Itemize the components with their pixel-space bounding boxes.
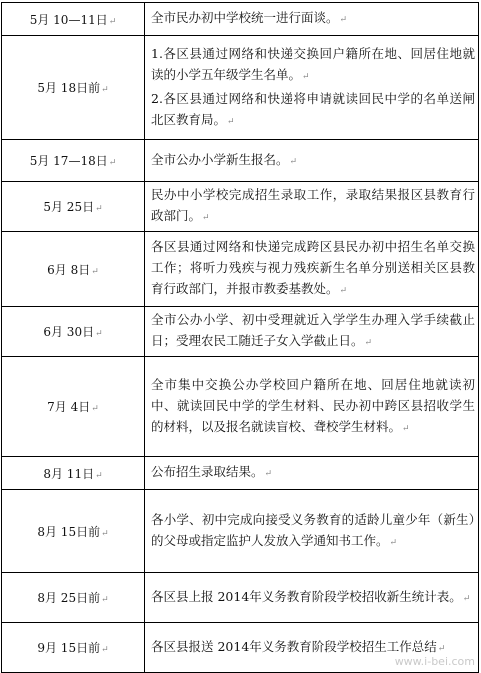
date-cell: 5月 18日前↵ <box>2 36 145 140</box>
date-cell: 5月 10—11日↵ <box>2 3 145 36</box>
paragraph-mark-icon: ↵ <box>202 213 210 223</box>
table-row <box>2 36 479 140</box>
table-row <box>2 490 479 573</box>
description-cell: 各区县通过网络和快递完成跨区县民办初中招生名单交换工作；将听力残疾与视力残疾新生名单分别送相关区县教育行政部门，并报市教委基教处。↵ <box>145 232 479 307</box>
paragraph-mark-icon: ↵ <box>101 528 109 539</box>
table-row <box>2 182 479 232</box>
paragraph-mark-icon: ↵ <box>437 643 446 654</box>
admission-schedule-table <box>1 2 479 673</box>
date-cell: 8月 25日前↵ <box>2 573 145 623</box>
date-cell: 7月 4日↵ <box>2 357 145 457</box>
paragraph-mark-icon: ↵ <box>339 286 348 296</box>
paragraph-mark-icon: ↵ <box>108 158 117 168</box>
table-row <box>2 307 479 357</box>
description-cell: 全市公办小学新生报名。↵ <box>145 140 479 182</box>
table-row <box>2 357 479 457</box>
date-cell: 6月 8日↵ <box>2 232 145 307</box>
date-cell: 9月 15日前↵ <box>2 623 145 673</box>
description-cell: 各区县报送 2014年义务教育阶段学校招生工作总结↵ <box>145 623 479 673</box>
description-cell: 各区县上报 2014年义务教育阶段学校招收新生统计表。↵ <box>145 573 479 623</box>
table-row <box>2 140 479 182</box>
date-cell: 5月 25日↵ <box>2 182 145 232</box>
paragraph-mark-icon: ↵ <box>101 645 109 655</box>
paragraph-mark-icon: ↵ <box>302 71 310 82</box>
paragraph-mark-icon: ↵ <box>402 423 410 434</box>
table-row <box>2 573 479 623</box>
description-cell: 全市公办小学、初中受理就近入学学生办理入学手续截止日；受理农民工随迁子女入学截止日。↵ <box>145 307 479 357</box>
paragraph-mark-icon: ↵ <box>264 469 273 479</box>
description-cell: 全市集中交换公办学校回户籍所在地、回居住地就读初中、就读回民中学的学生材料、民办初中跨区县招收学生的材料，以及报名就读盲校、聋校学生材料。↵ <box>145 357 479 457</box>
paragraph-mark-icon: ↵ <box>289 156 298 167</box>
date-cell: 8月 11日↵ <box>2 457 145 490</box>
paragraph-mark-icon: ↵ <box>95 204 103 214</box>
paragraph-mark-icon: ↵ <box>389 537 398 548</box>
table-row <box>2 3 479 36</box>
date-cell: 5月 17—18日↵ <box>2 140 145 182</box>
paragraph-mark-icon: ↵ <box>108 16 117 27</box>
description-cell: 公布招生录取结果。↵ <box>145 457 479 490</box>
description-cell: 各小学、初中完成向接受义务教育的适龄儿童少年（新生）的父母或指定监护人发放入学通知书工作。↵ <box>145 490 479 573</box>
paragraph-mark-icon: ↵ <box>462 593 471 604</box>
table-row <box>2 457 479 490</box>
date-cell: 8月 15日前↵ <box>2 490 145 573</box>
paragraph-mark-icon: ↵ <box>101 595 109 605</box>
description-cell: 全市民办初中学校统一进行面谈。↵ <box>145 3 479 36</box>
table-row <box>2 232 479 307</box>
watermark: www.i-bei.com <box>394 655 475 668</box>
paragraph-mark-icon: ↵ <box>91 404 99 414</box>
paragraph-mark-icon: ↵ <box>227 116 235 127</box>
paragraph-mark-icon: ↵ <box>95 470 103 481</box>
paragraph-mark-icon: ↵ <box>101 85 109 95</box>
paragraph-mark-icon: ↵ <box>95 329 103 339</box>
description-cell: 1.各区县通过网络和快递交换回户籍所在地、回居住地就读的小学五年级学生名单。↵ 2.各区县通过网络和快递将申请就读回民中学的名单送闸北区教育局。↵ <box>145 36 479 140</box>
date-cell: 6月 30日↵ <box>2 307 145 357</box>
paragraph-mark-icon: ↵ <box>364 338 373 348</box>
paragraph-mark-icon: ↵ <box>91 266 99 277</box>
description-cell: 民办中小学校完成招生录取工作，录取结果报区县教育行政部门。↵ <box>145 182 479 232</box>
paragraph-mark-icon: ↵ <box>339 15 348 25</box>
